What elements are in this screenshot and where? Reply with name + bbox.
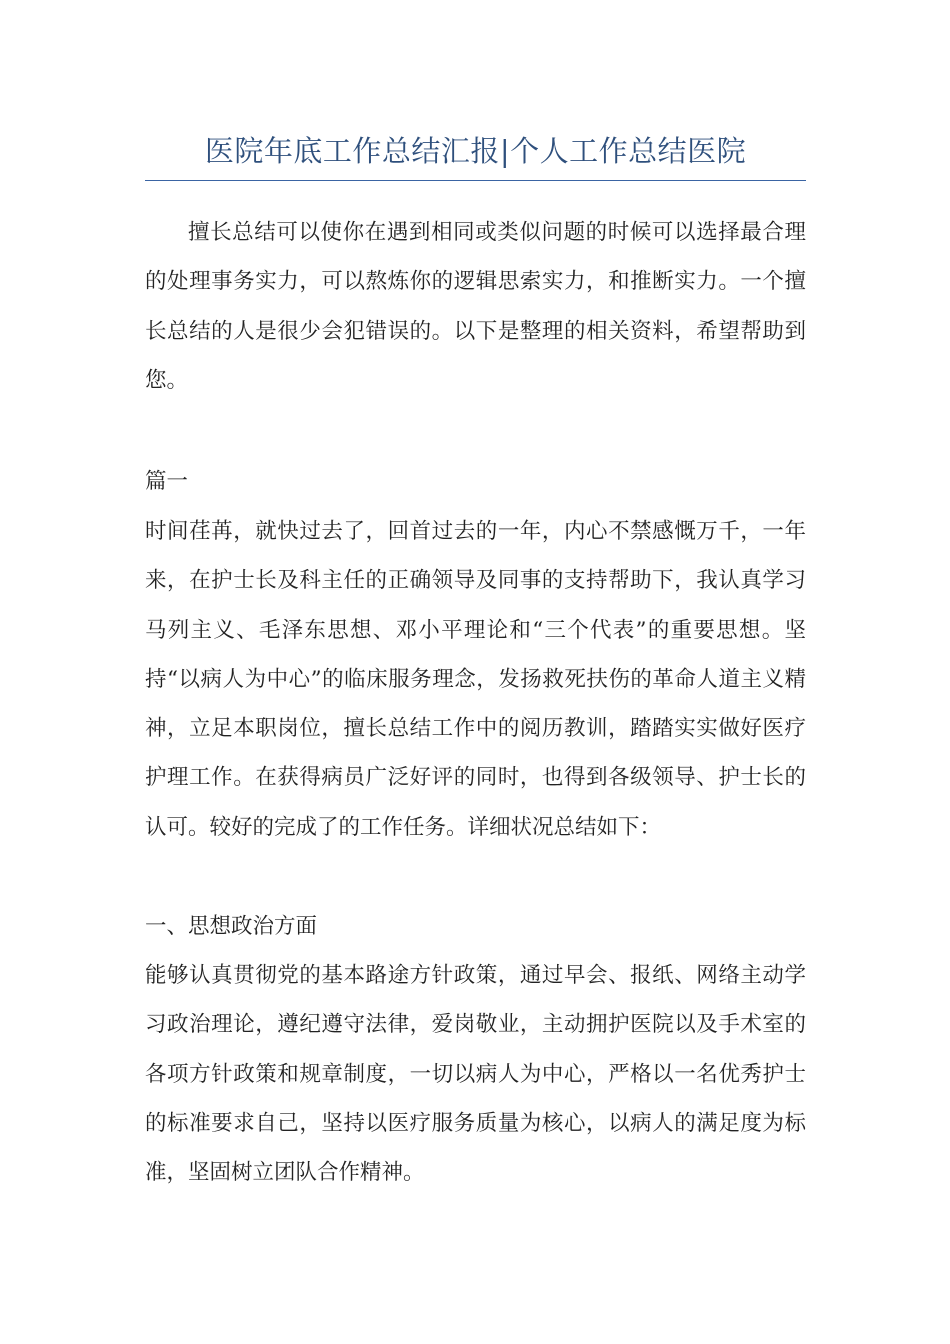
section-1-heading: 一、思想政治方面 xyxy=(145,914,318,939)
paragraph-1: 时间荏苒，就快过去了，回首过去的一年，内心不禁感慨万千，一年来，在护士长及科主任的正确领导及同事的支持帮助下，我认真学习马列主义、毛泽东思想、邓小平理论和“三个代表”的重要思想。坚持“以病人为中心”的临床服务理念，发扬救死扶伤的革命人道主义精神，立足本职岗位，擅长总结工作中的阅历教训，踏踏实实做好医疗护理工作。在获得病员广泛好评的同时，也得到各级领导、护士长的认可。较好的完成了的工作任务。详细状况总结如下： xyxy=(145,519,806,840)
section-1-body: 能够认真贯彻党的基本路途方针政策，通过早会、报纸、网络主动学习政治理论，遵纪遵守法律，爱岗敬业，主动拥护医院以及手术室的各项方针政策和规章制度，一切以病人为中心，严格以一名优秀护士的标准要求自己，坚持以医疗服务质量为核心，以病人的满足度为标准，坚固树立团队合作精神。 xyxy=(145,963,806,1186)
document-title: 医院年底工作总结汇报|个人工作总结医院 xyxy=(204,134,747,168)
title-underline xyxy=(145,180,806,181)
part-label: 篇一 xyxy=(145,469,189,494)
intro-paragraph: 擅长总结可以使你在遇到相同或类似问题的时候可以选择最合理的处理事务实力，可以熬炼你的逻辑思索实力，和推断实力。一个擅长总结的人是很少会犯错误的。以下是整理的相关资料，希望帮助到您。 xyxy=(145,220,806,393)
